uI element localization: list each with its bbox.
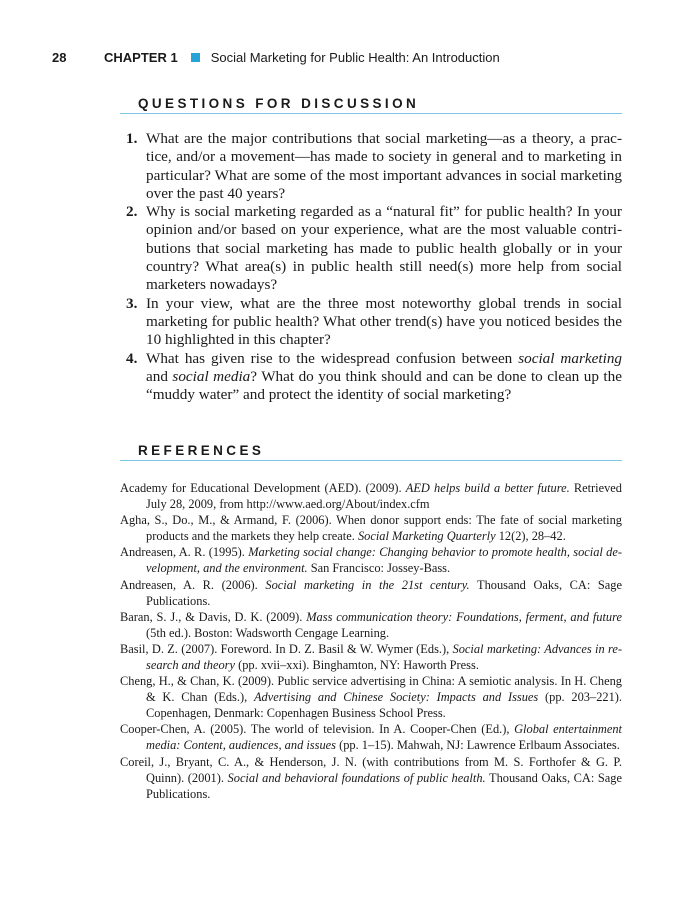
reference-entry [120,480,622,512]
text-run: ? What do you think should and can be done to clean up the “muddy water” and protect the identity of social marketing? [146,367,622,404]
text-run: San Francisco: Jossey-Bass. [307,561,451,576]
reference-list [120,480,622,802]
question-number: 4. [126,349,138,367]
text-run: Coreil, J., Bryant, C. A., & Henderson, J. N. (with contributions from M. S. Forthofer & G. P. Quinn). (2001). [120,754,622,785]
running-title: Social Marketing for Public Health: An Introduction [210,49,500,65]
question-number: 2. [126,203,138,221]
discussion-heading-block [120,92,622,114]
question-number: 3. [126,294,138,312]
question-item [120,130,622,203]
reference-entry [120,673,622,721]
heading-rule [120,460,622,461]
reference-entry [120,754,622,802]
discussion-questions [120,130,622,404]
square-bullet-icon [191,53,200,62]
references-heading-block [120,439,622,461]
italic-text: social marketing [518,349,623,367]
text-run: In your view, what are the three most noteworthy global trends in social marketing for public health? What other trend(s) have you noticed besides the 10 highlighted in this chapter? [146,294,622,349]
heading-rule [120,113,622,114]
italic-text: Advertising and Chinese Society: Impacts and Issues [253,690,539,705]
reference-entry [120,609,622,641]
italic-text: AED helps build a better future. [405,481,570,495]
text-run: Basil, D. Z. (2007). Foreword. In D. Z. Basil & W. Wymer (Eds.), [120,641,453,656]
chapter-label: CHAPTER 1 [104,49,178,65]
text-run: (pp. 203–221). Copenhagen, Denmark: Copenhagen Business School Press. [146,690,623,721]
question-item [120,203,622,294]
text-run: Andreasen, A. R. (1995). [120,545,249,560]
italic-text: Social Marketing Quarterly [357,529,496,544]
text-run: (pp. 1–15). Mahwah, NJ: Lawrence Erlbaum Associates. [335,738,620,753]
italic-text: Social and behavioral foundations of public health. [227,770,486,785]
italic-text: Social marketing: Advances in research and theory [146,641,623,672]
reference-entry [120,512,622,544]
running-header [52,48,500,66]
text-run: What has given rise to the widespread confusion between [146,349,519,367]
italic-text: Mass communication theory: Foundations, ferment, and future [306,609,622,624]
question-item [120,350,622,405]
reference-entry [120,641,622,673]
italic-text: Global entertainment media: Content, audiences, and issues [146,722,622,753]
text-run: Thousand Oaks, CA: Sage Publications. [146,770,622,801]
question-number: 1. [126,130,138,147]
italic-text: social media [172,367,251,385]
references-heading: REFERENCES [138,443,265,458]
text-run: Agha, S., Do., M., & Armand, F. (2006). When donor support ends: The fate of social marketing products and the markets they help create. [120,513,622,544]
italic-text: Social marketing in the 21st century. [265,577,470,592]
page-number: 28 [52,49,67,65]
reference-entry [120,544,622,576]
reference-entry [120,721,622,753]
text-run: and [146,367,173,385]
text-run: (5th ed.). Boston: Wadsworth Cengage Learning. [146,625,390,640]
reference-entry [120,577,622,609]
text-run: What are the major contributions that social marketing—as a theory, a practice, and/or a movement—has made to society in general and to marketing in particular? What are some of the most important advances in social marketing over the past 40 years? [146,130,622,202]
text-run: (pp. xvii–xxi). Binghamton, NY: Haworth Press. [235,657,479,672]
text-run: Why is social marketing regarded as a “natural fit” for public health? In your opinion and/or based on your experience, what are the most valuable contributions that social marketing has made to public health globally or in your country? What area(s) in public health still need(s) more help from social marketers nowadays? [146,203,622,294]
discussion-heading: QUESTIONS FOR DISCUSSION [138,96,420,111]
text-run: Thousand Oaks, CA: Sage Publications. [146,577,623,608]
question-item [120,295,622,350]
text-run: Andreasen, A. R. (2006). [120,577,266,592]
text-run: Cheng, H., & Chan, K. (2009). Public service advertising in China: A semiotic analysis. In H. Cheng & K. Chan (Eds.), [120,674,622,705]
text-run: Baran, S. J., & Davis, D. K. (2009). [120,609,307,624]
text-run: Cooper-Chen, A. (2005). The world of television. In A. Cooper-Chen (Ed.), [120,722,515,737]
text-run: Academy for Educational Development (AED). (2009). [120,481,406,495]
text-run: Retrieved July 28, 2009, from http://www.aed.org/About/index.cfm [146,481,623,511]
italic-text: Marketing social change: Changing behavior to promote health, social development, and the environment. [146,545,622,576]
text-run: 12(2), 28–42. [495,529,566,544]
